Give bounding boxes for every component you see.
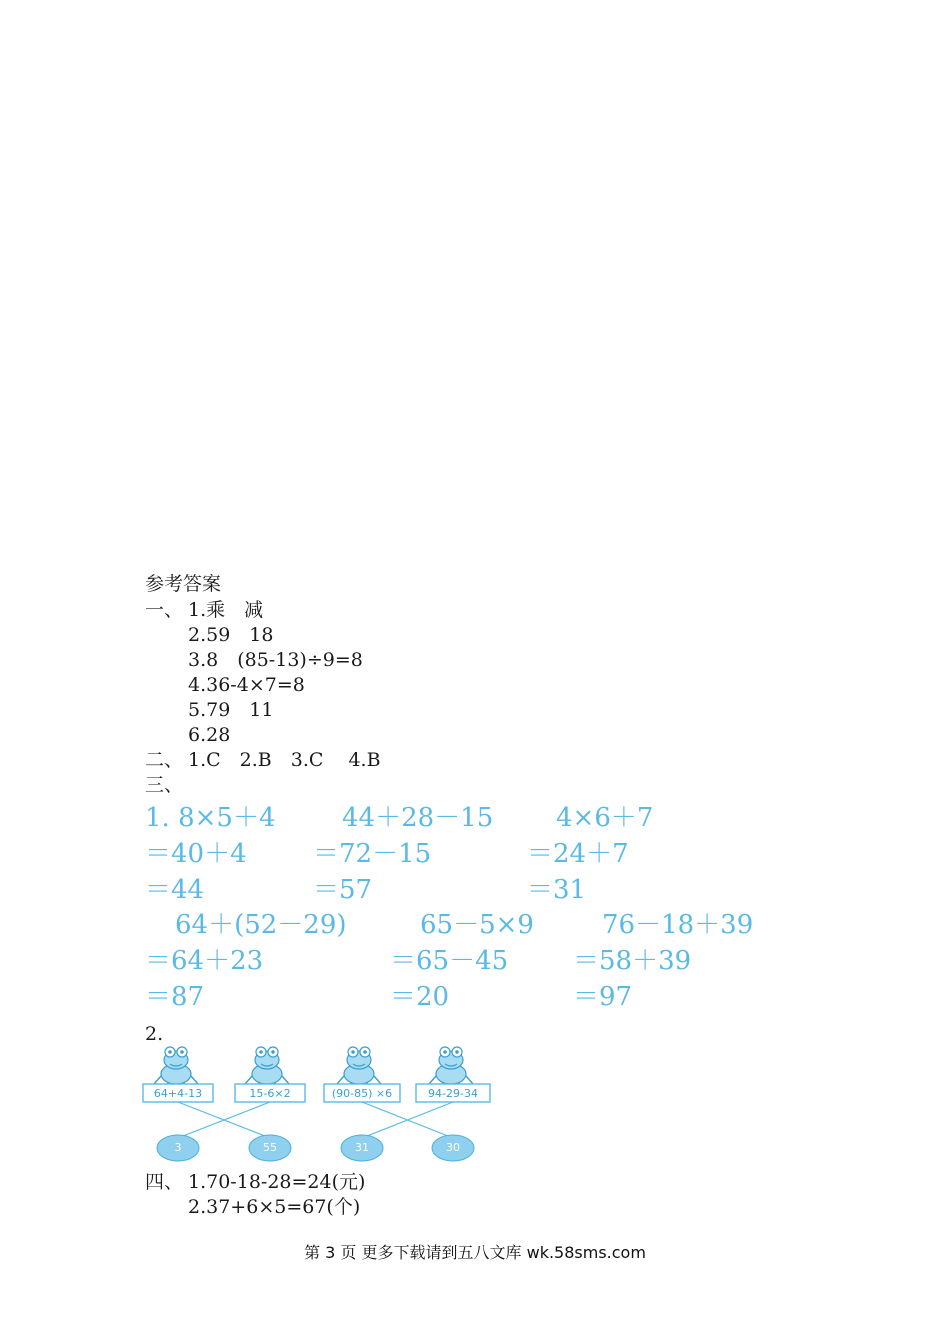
- answer-heading: 参考答案: [145, 573, 222, 595]
- question-2-label: 2.: [145, 1023, 164, 1045]
- lily-pad-4-text: 30: [446, 1141, 460, 1154]
- calc-3-line-1: 4×6＋7: [556, 803, 654, 833]
- calc-3-line-3: ＝31: [527, 875, 587, 905]
- frog-matching-diagram: [140, 1040, 500, 1166]
- calc-5-line-2: ＝65－45: [390, 946, 509, 976]
- frog-card-1-text: 64+4-13: [153, 1087, 203, 1100]
- calc-3-line-2: ＝24＋7: [527, 839, 629, 869]
- lily-pad-3-text: 31: [355, 1141, 369, 1154]
- section-2-label: 二、: [145, 749, 184, 771]
- calc-2-line-2: ＝72－15: [313, 839, 432, 869]
- section-1-label: 一、: [145, 599, 184, 621]
- section-1-item-5: 5.79 11: [188, 699, 274, 721]
- lily-pad-1-text: 3: [174, 1141, 182, 1154]
- section-4-label: 四、: [145, 1171, 184, 1193]
- section-2-text: 1.C 2.B 3.C 4.B: [188, 749, 381, 771]
- calc-4-line-3: ＝87: [145, 982, 205, 1012]
- calc-1-line-3: ＝44: [145, 875, 205, 905]
- section-1-item-2: 2.59 18: [188, 624, 274, 646]
- section-4-item-1: 1.70-18-28=24(元): [188, 1171, 366, 1193]
- section-4-item-2: 2.37+6×5=67(个): [188, 1196, 361, 1218]
- page-footer: 第 3 页 更多下载请到五八文库 wk.58sms.com: [304, 1243, 646, 1262]
- section-1-item-4: 4.36-4×7=8: [188, 674, 305, 696]
- calc-6-line-1: 76－18＋39: [602, 910, 754, 940]
- calc-2-line-3: ＝57: [313, 875, 373, 905]
- calc-4-line-1: 64＋(52－29): [175, 910, 347, 940]
- calc-2-line-1: 44＋28－15: [342, 803, 494, 833]
- frog-card-3-text: (90-85) ×6: [331, 1087, 393, 1100]
- frog-card-2-text: 15-6×2: [249, 1087, 291, 1100]
- section-1-item-3: 3.8 (85-13)÷9=8: [188, 649, 363, 671]
- calc-1-line-1: 1. 8×5＋4: [145, 803, 276, 833]
- calc-5-line-3: ＝20: [390, 982, 450, 1012]
- section-3-label: 三、: [145, 774, 184, 796]
- lily-pad-2-text: 55: [263, 1141, 277, 1154]
- calc-6-line-2: ＝58＋39: [573, 946, 692, 976]
- frog-card-4-text: 94-29-34: [428, 1087, 478, 1100]
- calc-5-line-1: 65－5×9: [420, 910, 534, 940]
- calc-4-line-2: ＝64＋23: [145, 946, 264, 976]
- section-1-item-1: 1.乘 减: [188, 599, 264, 621]
- calc-1-line-2: ＝40＋4: [145, 839, 247, 869]
- calc-6-line-3: ＝97: [573, 982, 633, 1012]
- section-1-item-6: 6.28: [188, 724, 231, 746]
